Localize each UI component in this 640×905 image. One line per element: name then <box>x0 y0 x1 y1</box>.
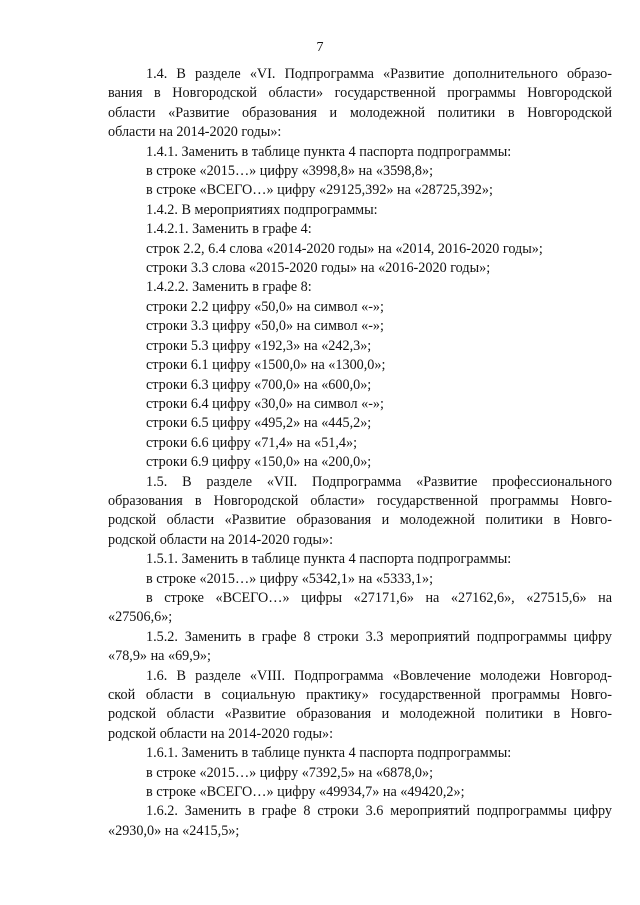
text-line: 1.4. В разделе «VI. Подпрограмма «Развитие дополнительного образо- <box>146 66 612 82</box>
text-line: 1.4.1. Заменить в таблице пункта 4 паспорта подпрограммы: <box>146 143 512 160</box>
text-line: строки 6.9 цифру «150,0» на «200,0»; <box>146 454 372 471</box>
text-line: образования в Новгородской области» государственной программы Новго- <box>108 492 612 509</box>
text-line: в строке «2015…» цифру «3998,8» на «3598,8»; <box>146 163 434 180</box>
text-line: области на 2014-2020 годы»: <box>108 124 282 141</box>
text-line: строки 2.2 цифру «50,0» на символ «-»; <box>146 298 384 315</box>
text-line: родской области на 2014-2020 годы»: <box>108 531 334 548</box>
text-line: вания в Новгородской области» государственной программы Новгородской <box>108 85 612 102</box>
text-line: «78,9» на «69,9»; <box>108 648 211 665</box>
text-line: строки 6.3 цифру «700,0» на «600,0»; <box>146 376 372 393</box>
text-line: строк 2.2, 6.4 слова «2014-2020 годы» на «2014, 2016-2020 годы»; <box>146 240 543 257</box>
text-line: строки 5.3 цифру «192,3» на «242,3»; <box>146 337 372 354</box>
text-line: 1.4.2.1. Заменить в графе 4: <box>146 221 312 238</box>
text-line: строки 6.4 цифру «30,0» на символ «-»; <box>146 395 384 412</box>
page-number: 7 <box>316 40 324 55</box>
text-line: родской области «Развитие образования и молодежной политики в Новго- <box>108 512 612 529</box>
text-line: в строке «ВСЕГО…» цифры «27171,6» на «27162,6», «27515,6» на <box>146 589 612 606</box>
text-line: в строке «ВСЕГО…» цифру «49934,7» на «49420,2»; <box>146 784 465 801</box>
text-line: в строке «2015…» цифру «5342,1» на «5333,1»; <box>146 570 434 587</box>
text-line: 1.6.2. Заменить в графе 8 строки 3.6 мероприятий подпрограммы цифру <box>146 803 612 820</box>
text-line: 1.5.1. Заменить в таблице пункта 4 паспорта подпрограммы: <box>146 551 512 568</box>
text-line: «2930,0» на «2415,5»; <box>108 822 240 839</box>
text-line: 1.4.2.2. Заменить в графе 8: <box>146 279 312 296</box>
text-line: 1.5. В разделе «VII. Подпрограмма «Развитие профессионального <box>146 473 612 490</box>
text-line: строки 6.5 цифру «495,2» на «445,2»; <box>146 415 372 432</box>
text-line: родской области на 2014-2020 годы»: <box>108 725 334 742</box>
text-line: в строке «ВСЕГО…» цифру «29125,392» на «28725,392»; <box>146 182 493 199</box>
text-line: «27506,6»; <box>108 609 173 626</box>
text-line: в строке «2015…» цифру «7392,5» на «6878,0»; <box>146 764 434 781</box>
text-line: строки 3.3 цифру «50,0» на символ «-»; <box>146 318 384 335</box>
text-line: 1.6.1. Заменить в таблице пункта 4 паспорта подпрограммы: <box>146 745 512 762</box>
text-line: строки 3.3 слова «2015-2020 годы» на «2016-2020 годы»; <box>146 260 491 277</box>
text-line: 1.4.2. В мероприятиях подпрограммы: <box>146 201 378 218</box>
text-line: 1.6. В разделе «VIII. Подпрограмма «Вовлечение молодежи Новгород- <box>146 667 612 684</box>
text-line: строки 6.6 цифру «71,4» на «51,4»; <box>146 434 358 451</box>
text-line: строки 6.1 цифру «1500,0» на «1300,0»; <box>146 357 386 374</box>
text-line: родской области «Развитие образования и молодежной политики в Новго- <box>108 706 612 723</box>
text-line: области «Развитие образования и молодежной политики в Новгородской <box>108 104 612 121</box>
text-line: ской области в социальную практику» государственной программы Новго- <box>108 687 612 703</box>
text-line: 1.5.2. Заменить в графе 8 строки 3.3 мероприятий подпрограммы цифру <box>146 628 612 645</box>
document-body <box>108 65 612 841</box>
